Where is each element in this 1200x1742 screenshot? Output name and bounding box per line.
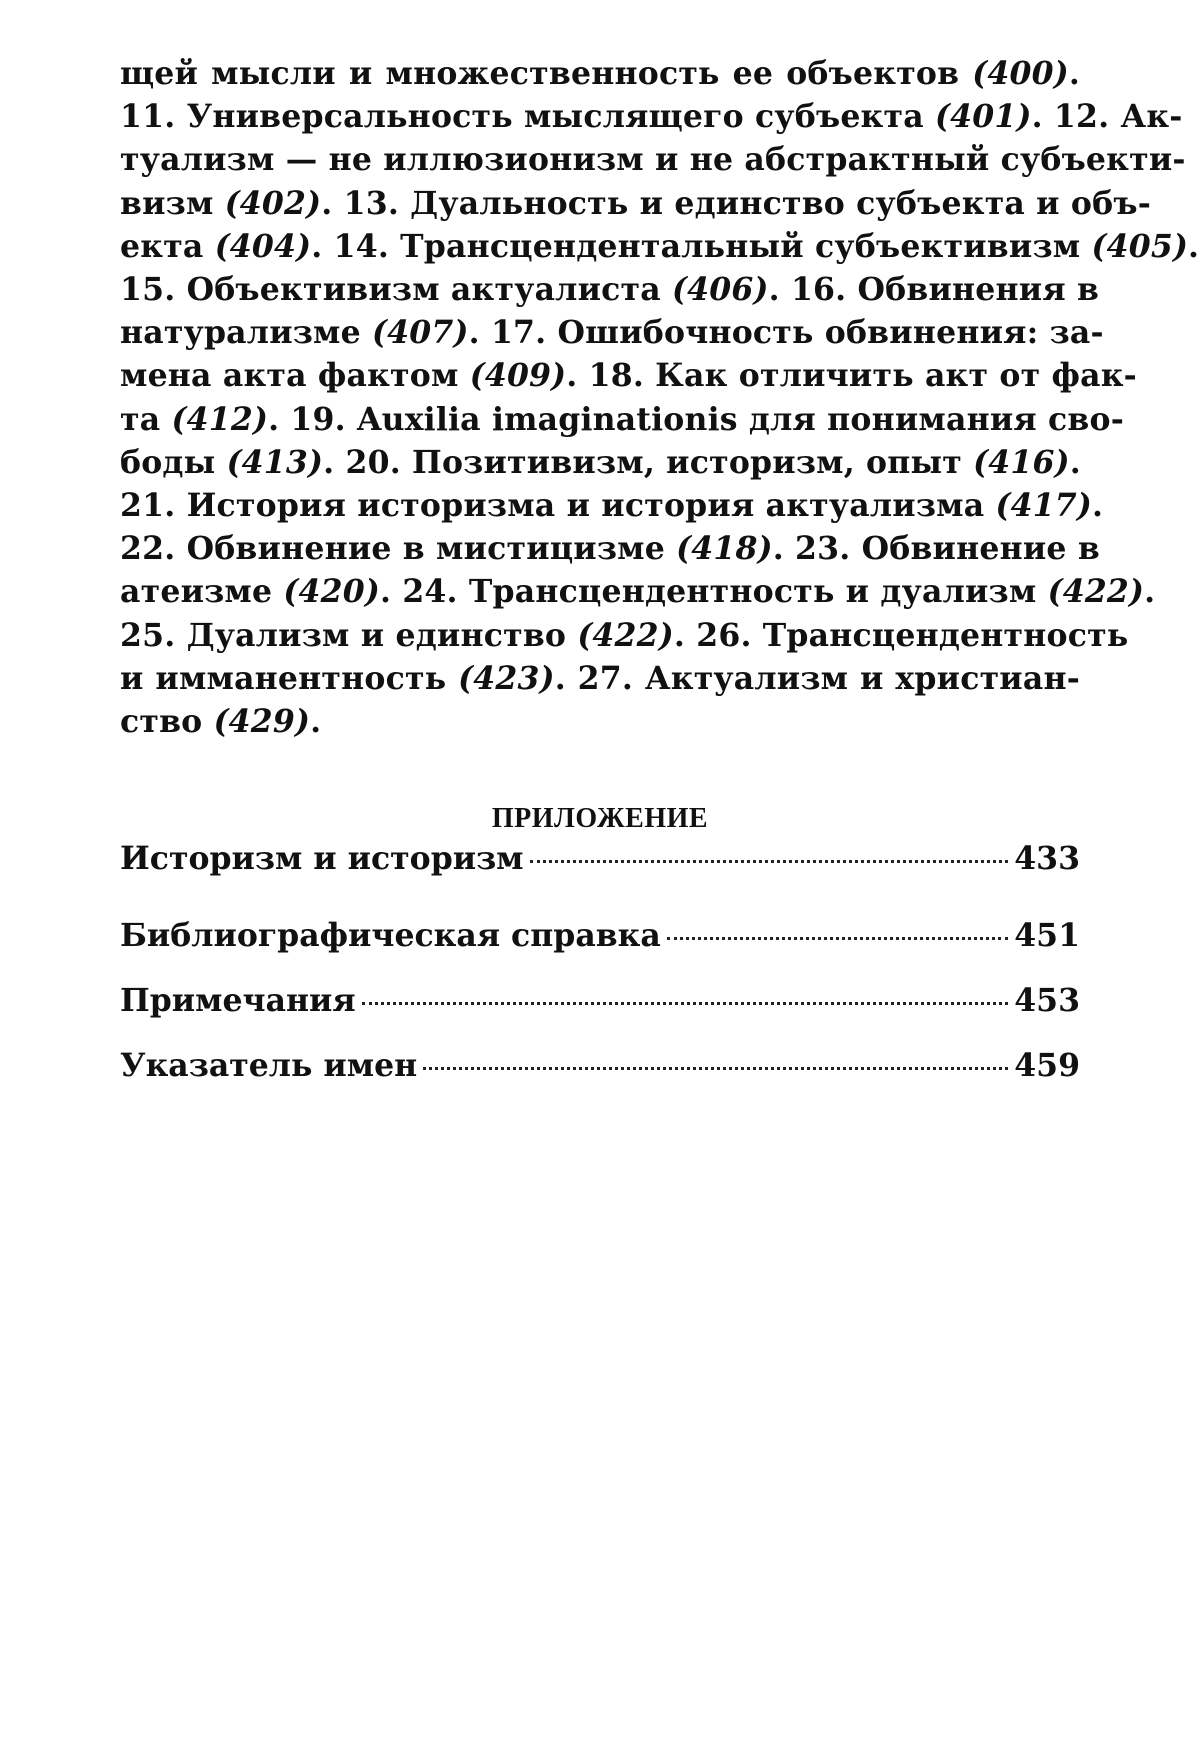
toc-text: визм bbox=[120, 184, 225, 222]
page-reference: (409) bbox=[469, 357, 567, 395]
toc-text: атеизме bbox=[120, 573, 284, 611]
toc-text: . bbox=[1144, 573, 1156, 611]
toc-page bbox=[120, 52, 1200, 1087]
toc-text: 11. Универсальность мыслящего субъекта bbox=[120, 98, 936, 136]
toc-text: . 14. Трансцендентальный субъективизм bbox=[311, 227, 1092, 265]
dot-leader bbox=[362, 1002, 1009, 1005]
toc-text: 15. Объективизм актуалиста bbox=[120, 271, 673, 309]
toc-line bbox=[120, 398, 1124, 441]
dot-leader bbox=[423, 1067, 1008, 1070]
toc-text: . 19. Auxilia imaginationis для понимания сво- bbox=[268, 400, 1124, 438]
page-reference: (406) bbox=[672, 271, 769, 309]
toc-text: . 27. Актуализм и христиан- bbox=[554, 659, 1080, 697]
toc-text: . 12. Ак- bbox=[1031, 98, 1183, 136]
toc-line bbox=[120, 52, 1080, 95]
toc-text: . bbox=[1092, 487, 1104, 525]
dot-leader bbox=[667, 937, 1008, 940]
toc-line bbox=[120, 95, 1183, 138]
toc-text: 25. Дуализм и единство bbox=[120, 616, 578, 654]
toc-text: та bbox=[120, 400, 172, 438]
toc-line bbox=[120, 484, 1104, 527]
page-reference: (418) bbox=[676, 530, 773, 568]
toc-text: . bbox=[1068, 55, 1080, 92]
toc-text: туализм — не иллюзионизм и не абстрактный субъекти- bbox=[120, 141, 1186, 179]
toc-line bbox=[120, 311, 1104, 354]
toc-line bbox=[120, 225, 1200, 268]
page-reference: (413) bbox=[226, 443, 324, 481]
toc-entry-title: Библиографическая справка bbox=[120, 917, 661, 955]
toc-line bbox=[120, 182, 1151, 225]
toc-line bbox=[120, 657, 1080, 700]
toc-entry-page: 459 bbox=[1014, 1047, 1080, 1085]
toc-line bbox=[120, 268, 1100, 311]
toc-text: . 26. Трансцендентность bbox=[673, 616, 1129, 654]
toc-entry-page: 451 bbox=[1014, 917, 1080, 955]
toc-text: . 20. Позитивизм, историзм, опыт bbox=[323, 443, 974, 481]
page-reference: (416) bbox=[973, 443, 1070, 481]
toc-text: . 16. Обвинения в bbox=[768, 271, 1100, 309]
toc-entry-page: 453 bbox=[1014, 982, 1080, 1020]
page-reference: (404) bbox=[214, 227, 312, 265]
toc-text: . 18. Как отличить акт от фак- bbox=[566, 357, 1137, 395]
toc-entry-page: 433 bbox=[1014, 840, 1080, 878]
page-reference: (401) bbox=[935, 98, 1032, 136]
toc-text: мена акта фактом bbox=[120, 357, 470, 395]
toc-text: боды bbox=[120, 443, 227, 481]
toc-entry-name-index bbox=[120, 1044, 1080, 1087]
page-reference: (429) bbox=[213, 703, 311, 741]
toc-entry-notes bbox=[120, 979, 1080, 1022]
toc-text: ство bbox=[120, 703, 214, 741]
toc-entry-title: Указатель имен bbox=[120, 1047, 418, 1085]
page-reference: (422) bbox=[577, 616, 674, 654]
toc-line bbox=[120, 570, 1156, 613]
toc-text: 21. История историзма и история актуализма bbox=[120, 487, 996, 525]
toc-text: . 13. Дуальность и единство субъекта и объ- bbox=[321, 184, 1151, 222]
toc-line bbox=[120, 700, 1080, 743]
toc-text: натурализме bbox=[120, 314, 373, 352]
page-reference: (405) bbox=[1091, 227, 1189, 265]
toc-entry-title: Примечания bbox=[120, 982, 356, 1020]
appendix-heading: ПРИЛОЖЕНИЕ bbox=[491, 803, 709, 835]
toc-line bbox=[120, 354, 1137, 397]
toc-line bbox=[120, 138, 1186, 181]
page-reference: (417) bbox=[995, 487, 1093, 525]
toc-text: екта bbox=[120, 227, 215, 265]
toc-text: . 23. Обвинение в bbox=[772, 530, 1100, 568]
toc-text: 22. Обвинение в мистицизме bbox=[120, 530, 677, 568]
page-reference: (400) bbox=[972, 55, 1069, 92]
page-reference: (423) bbox=[458, 659, 555, 697]
toc-text: и имманентность bbox=[120, 659, 459, 697]
toc-chapter-contents bbox=[120, 52, 1200, 743]
toc-text: щей мысли и множественность ее объектов bbox=[120, 55, 973, 92]
toc-entry-historism bbox=[120, 837, 1080, 880]
toc-text: . 17. Ошибочность обвинения: за- bbox=[468, 314, 1104, 352]
toc-text: . bbox=[1188, 227, 1200, 265]
page-reference: (422) bbox=[1047, 573, 1145, 611]
toc-entry-title: Историзм и историзм bbox=[120, 840, 524, 878]
toc-line bbox=[120, 527, 1100, 570]
toc-entry-bibliography bbox=[120, 914, 1080, 957]
dot-leader bbox=[530, 860, 1009, 863]
toc-line bbox=[120, 614, 1129, 657]
toc-text: . bbox=[1069, 443, 1081, 481]
page-reference: (420) bbox=[283, 573, 380, 611]
page-reference: (402) bbox=[224, 184, 322, 222]
page-reference: (407) bbox=[372, 314, 469, 352]
page-reference: (412) bbox=[171, 400, 269, 438]
toc-text: . bbox=[310, 703, 322, 741]
toc-line bbox=[120, 441, 1080, 484]
toc-text: . 24. Трансцендентность и дуализм bbox=[379, 573, 1048, 611]
